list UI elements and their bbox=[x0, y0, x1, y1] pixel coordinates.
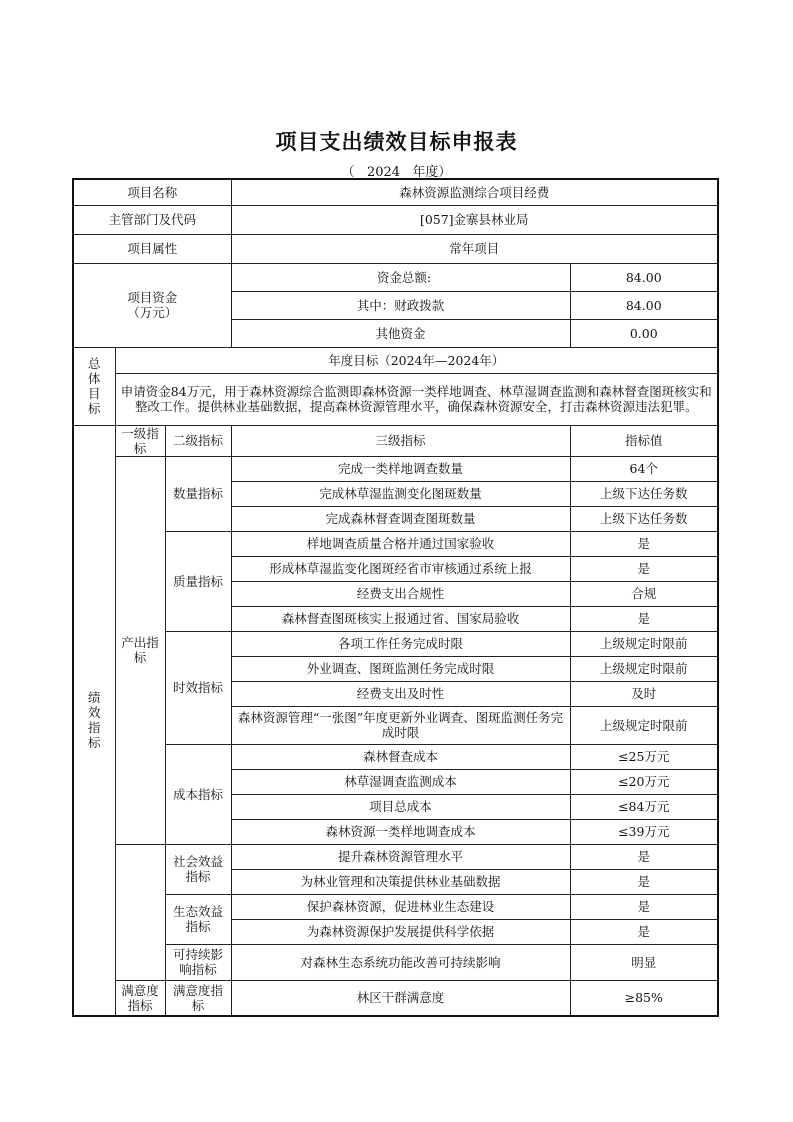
fund-fiscal-value: 84.00 bbox=[570, 291, 718, 319]
header-level1: 一级指标 bbox=[115, 425, 165, 456]
perf-side-char: 指 bbox=[87, 720, 101, 736]
indicator-value: ≤39万元 bbox=[570, 819, 718, 844]
table-row bbox=[73, 744, 718, 769]
goal-side-char: 体 bbox=[87, 371, 101, 386]
table-row bbox=[73, 894, 718, 919]
goal-text: 申请资金84万元，用于森林资源综合监测即森林资源一类样地调查、林草湿调查监测和森林督查图斑核实和整改工作。提供林业基础数据，提高森林资源管理水平，确保森林资源安全，打击森林资源违法犯罪。 bbox=[115, 373, 718, 425]
performance-target-table bbox=[72, 178, 719, 1017]
output-label: 产出指标 bbox=[115, 456, 165, 844]
header-level3: 三级指标 bbox=[231, 425, 570, 456]
indicator-value: 上级下达任务数 bbox=[570, 481, 718, 506]
indicator-name: 林草湿调查监测成本 bbox=[231, 769, 570, 794]
indicator-value: 是 bbox=[570, 919, 718, 944]
fund-other-value: 0.00 bbox=[570, 319, 718, 347]
effect-label-empty bbox=[115, 844, 165, 980]
perf-side-char: 绩 bbox=[87, 690, 101, 706]
indicator-value: 是 bbox=[570, 531, 718, 556]
header-level2: 二级指标 bbox=[165, 425, 231, 456]
indicator-value: 合规 bbox=[570, 581, 718, 606]
project-name-value: 森林资源监测综合项目经费 bbox=[231, 179, 718, 205]
indicator-name: 为林业管理和决策提供林业基础数据 bbox=[231, 869, 570, 894]
indicator-value: 64个 bbox=[570, 456, 718, 481]
indicator-value: ≤84万元 bbox=[570, 794, 718, 819]
project-name-label: 项目名称 bbox=[73, 179, 231, 205]
perf-header-row bbox=[73, 425, 718, 456]
project-name-row bbox=[73, 179, 718, 205]
fund-label-line2: （万元） bbox=[127, 305, 178, 320]
indicator-name: 为森林资源保护发展提供科学依据 bbox=[231, 919, 570, 944]
dept-label: 主管部门及代码 bbox=[73, 205, 231, 234]
table-row bbox=[73, 944, 718, 980]
indicator-name: 林区干群满意度 bbox=[231, 980, 570, 1016]
indicator-name: 对森林生态系统功能改善可持续影响 bbox=[231, 944, 570, 980]
perf-side-char: 标 bbox=[87, 735, 101, 751]
indicator-name: 完成一类样地调查数量 bbox=[231, 456, 570, 481]
indicator-name: 经费支出及时性 bbox=[231, 681, 570, 706]
table-row bbox=[73, 456, 718, 481]
indicator-name: 完成林草湿监测变化图斑数量 bbox=[231, 481, 570, 506]
indicator-value: 上级规定时限前 bbox=[570, 656, 718, 681]
header-value: 指标值 bbox=[570, 425, 718, 456]
fund-other-label: 其他资金 bbox=[231, 319, 570, 347]
attr-row bbox=[73, 234, 718, 263]
fund-fiscal-label: 其中：财政拨款 bbox=[231, 291, 570, 319]
indicator-name: 保护森林资源，促进林业生态建设 bbox=[231, 894, 570, 919]
goal-side-label bbox=[73, 347, 115, 425]
indicator-value: ≤20万元 bbox=[570, 769, 718, 794]
indicator-name: 完成森林督查调查图斑数量 bbox=[231, 506, 570, 531]
goal-side-char: 标 bbox=[87, 401, 101, 416]
perf-side-label bbox=[73, 425, 115, 1016]
indicator-value: ≥85% bbox=[570, 980, 718, 1016]
indicator-value: 明显 bbox=[570, 944, 718, 980]
table-row bbox=[73, 631, 718, 656]
group-quality: 质量指标 bbox=[165, 531, 231, 631]
fund-total-row bbox=[73, 263, 718, 291]
indicator-value: 是 bbox=[570, 844, 718, 869]
group-social: 社会效益指标 bbox=[165, 844, 231, 894]
indicator-name: 森林督查成本 bbox=[231, 744, 570, 769]
indicator-value: ≤25万元 bbox=[570, 744, 718, 769]
indicator-value: 是 bbox=[570, 606, 718, 631]
goal-side-char: 目 bbox=[87, 386, 101, 401]
indicator-name: 项目总成本 bbox=[231, 794, 570, 819]
indicator-name: 各项工作任务完成时限 bbox=[231, 631, 570, 656]
indicator-name: 形成林草湿监变化图斑经省市审核通过系统上报 bbox=[231, 556, 570, 581]
indicator-name: 森林资源一类样地调查成本 bbox=[231, 819, 570, 844]
dept-value: [057]金寨县林业局 bbox=[231, 205, 718, 234]
goal-header-row bbox=[73, 347, 718, 373]
table-row bbox=[73, 844, 718, 869]
satisfaction-label: 满意度指标 bbox=[115, 980, 165, 1016]
indicator-value: 是 bbox=[570, 869, 718, 894]
indicator-value: 上级规定时限前 bbox=[570, 706, 718, 744]
indicator-value: 上级下达任务数 bbox=[570, 506, 718, 531]
attr-value: 常年项目 bbox=[231, 234, 718, 263]
indicator-value: 是 bbox=[570, 556, 718, 581]
table-row bbox=[73, 980, 718, 1016]
goal-side-char: 总 bbox=[87, 356, 101, 371]
perf-side-char: 效 bbox=[87, 705, 101, 721]
table-row bbox=[73, 531, 718, 556]
goal-header: 年度目标（2024年—2024年） bbox=[115, 347, 718, 373]
fund-total-value: 84.00 bbox=[570, 263, 718, 291]
indicator-name: 森林资源管理“一张图”年度更新外业调查、图斑监测任务完成时限 bbox=[231, 706, 570, 744]
fund-label-line1: 项目资金 bbox=[127, 290, 178, 305]
group-cost: 成本指标 bbox=[165, 744, 231, 844]
indicator-value: 上级规定时限前 bbox=[570, 631, 718, 656]
fund-total-label: 资金总额: bbox=[231, 263, 570, 291]
indicator-name: 外业调查、图斑监测任务完成时限 bbox=[231, 656, 570, 681]
group-timeliness: 时效指标 bbox=[165, 631, 231, 744]
indicator-value: 及时 bbox=[570, 681, 718, 706]
group-ecological: 生态效益指标 bbox=[165, 894, 231, 944]
group-satisfaction: 满意度指标 bbox=[165, 980, 231, 1016]
indicator-name: 森林督查图斑核实上报通过省、国家局验收 bbox=[231, 606, 570, 631]
fund-label bbox=[73, 263, 231, 347]
indicator-name: 经费支出合规性 bbox=[231, 581, 570, 606]
year-subtitle: （ 2024 年度） bbox=[341, 165, 452, 180]
indicator-name: 提升森林资源管理水平 bbox=[231, 844, 570, 869]
indicator-name: 样地调查质量合格并通过国家验收 bbox=[231, 531, 570, 556]
group-sustainable: 可持续影响指标 bbox=[165, 944, 231, 980]
group-quantity: 数量指标 bbox=[165, 456, 231, 531]
indicator-value: 是 bbox=[570, 894, 718, 919]
page-title: 项目支出绩效目标申报表 bbox=[275, 129, 518, 154]
attr-label: 项目属性 bbox=[73, 234, 231, 263]
goal-text-row bbox=[73, 373, 718, 425]
dept-row bbox=[73, 205, 718, 234]
